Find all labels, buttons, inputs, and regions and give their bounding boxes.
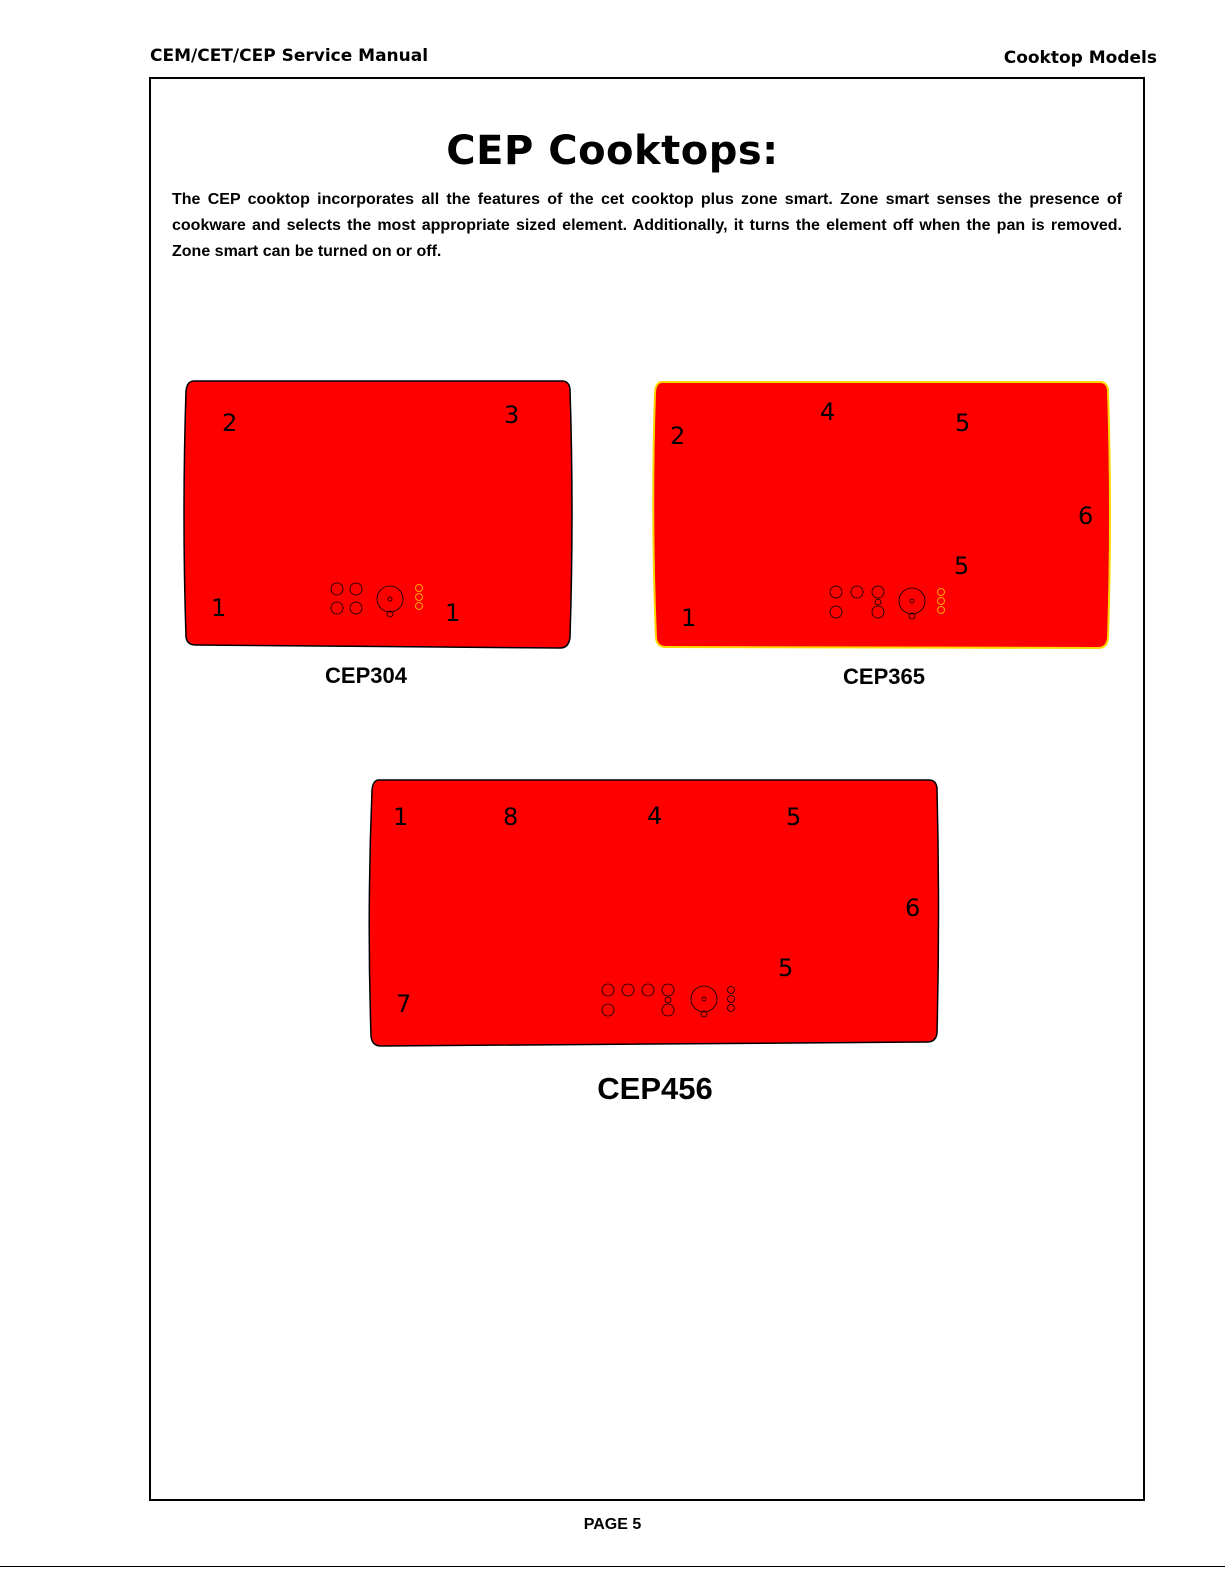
cooktop-cep304	[182, 379, 574, 651]
cooktop-cep365	[650, 380, 1113, 652]
zone-label: 6	[905, 894, 921, 922]
cooktop-cep365-surface	[650, 380, 1113, 652]
zone-label: 1	[393, 803, 409, 831]
zone-label: 8	[503, 803, 519, 831]
page-number: PAGE 5	[583, 1516, 642, 1533]
zone-label: 2	[670, 422, 686, 450]
zone-label: 1	[445, 599, 461, 627]
zone-label: 4	[647, 802, 663, 830]
section-title: Cooktop Models	[1003, 48, 1157, 68]
zone-label: 5	[786, 803, 802, 831]
model-label-cep365: CEP365	[843, 664, 925, 689]
zone-label: 1	[211, 594, 227, 622]
cooktop-cep456	[367, 778, 941, 1050]
zone-label: 3	[504, 401, 520, 429]
zone-label: 5	[778, 954, 794, 982]
zone-label: 7	[396, 990, 412, 1018]
manual-title: CEM/CET/CEP Service Manual	[150, 46, 429, 66]
zone-label: 5	[954, 552, 970, 580]
intro-paragraph: The CEP cooktop incorporates all the features of the cet cooktop plus zone smart. Zone smart senses the presence of cookware and selects the most appropriate sized element. Additionally, it turns the element off when the pan is removed. Zone smart can be turned on or off.	[172, 191, 1122, 260]
page-title: CEP Cooktops:	[446, 128, 779, 174]
zone-label: 5	[955, 409, 971, 437]
zone-label: 1	[681, 604, 697, 632]
zone-label: 4	[820, 398, 836, 426]
model-label-cep456: CEP456	[597, 1071, 713, 1106]
zone-label: 2	[222, 409, 238, 437]
model-label-cep304: CEP304	[325, 663, 407, 688]
bottom-rule	[0, 1566, 1225, 1567]
zone-label: 6	[1078, 502, 1094, 530]
